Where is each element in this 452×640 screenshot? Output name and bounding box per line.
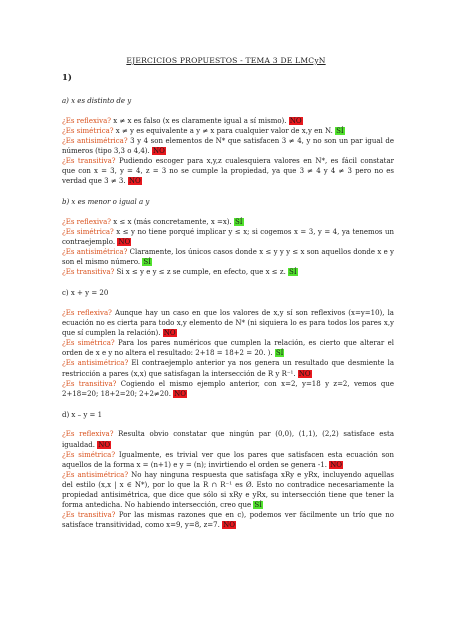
part-c-line-3 bbox=[62, 358, 394, 378]
question-label: ¿Es simétrica? bbox=[62, 227, 114, 236]
question-label: ¿Es transitiva? bbox=[62, 268, 115, 277]
part-a-line-2 bbox=[62, 126, 394, 136]
answer-text: x ≤ x (más concretamente, x =x). bbox=[111, 217, 234, 226]
part-b-line-2 bbox=[62, 227, 394, 247]
answer-badge-no: NO bbox=[174, 389, 187, 398]
document-title: EJERCICIOS PROPUESTOS - TEMA 3 DE LMCyN bbox=[126, 56, 326, 65]
part-c-line-1 bbox=[62, 308, 394, 338]
answer-text: Aunque hay un caso en que los valores de x,y sí son reflexivos (x=y=10), la ecuación no es cierta para todo x,y elemento de N* (ni siquiera lo es para todos los pares x,y que sí cumplen la relación). bbox=[62, 309, 394, 338]
answer-badge-no: NO bbox=[298, 369, 311, 378]
answer-text: x ≤ y no tiene porqué implicar y ≤ x; si cogemos x = 3, y = 4, ya tenemos un contraejemplo. bbox=[62, 227, 394, 247]
answer-badge-no: NO bbox=[289, 116, 302, 125]
answer-badge-no: NO bbox=[128, 177, 141, 186]
answer-text: Si x ≤ y e y ≤ z se cumple, en efecto, que x ≤ z. bbox=[114, 268, 289, 277]
answer-badge-no: NO bbox=[330, 460, 343, 469]
part-b-line-1 bbox=[62, 217, 394, 227]
question-label: ¿Es antisimétrica? bbox=[62, 470, 129, 479]
answer-text: Pudiendo escoger para x,y,z cualesquiera valores en N*, es fácil constatar que con x = 3, y = 4, z = 3 no se cumple la propiedad, ya que 3 ≠ 4 y 4 ≠ 3 pero no es verdad que 3 ≠ 3. bbox=[62, 156, 394, 186]
part-d-line-2 bbox=[62, 450, 394, 470]
question-label: ¿Es simétrica? bbox=[62, 126, 114, 135]
answer-text: Cogiendo el mismo ejemplo anterior, con x=2, y=18 y z=2, vemos que 2+18=20; 18+2=20; 2+2≠20. bbox=[62, 379, 394, 398]
answer-text: No hay ninguna respuesta que satisfaga xRy e yRx, incluyendo aquellas del estilo (x,x | x ∈ N*), por lo que la R ∩ R⁻¹ es Ø. Esto no contradice necesariamente la propiedad antisimétrica, que dice que sólo si xRy e yRx, su intersección tiene que tener la forma antedicha. No habiendo intersección, creo que bbox=[62, 470, 395, 510]
question-label: ¿Es reflexiva? bbox=[62, 217, 112, 226]
part-b-line-3 bbox=[62, 247, 394, 267]
answer-badge-si: SÍ bbox=[336, 126, 344, 135]
answer-badge-si: SÍ bbox=[143, 258, 151, 267]
answer-text: x ≠ x es falso (x es claramente igual a sí mismo). bbox=[111, 116, 289, 125]
answer-text: x ≠ y es equivalente a y ≠ x para cualquier valor de x,y en N. bbox=[113, 126, 336, 135]
answer-text: Para los pares numéricos que cumplen la relación, es cierto que alterar el orden de x e y no altera el resultado: 2+18 = 18+2 = 20. ). bbox=[62, 339, 394, 358]
question-label: ¿Es reflexiva? bbox=[62, 430, 114, 439]
question-label: ¿Es antisimétrica? bbox=[62, 359, 129, 368]
answer-badge-si: SÍ bbox=[234, 217, 243, 226]
answer-badge-no: NO bbox=[223, 521, 235, 530]
answer-badge-si: SÍ bbox=[275, 349, 284, 358]
question-label: ¿Es antisimétrica? bbox=[62, 248, 128, 257]
answer-badge-si: SÍ bbox=[254, 501, 262, 510]
part-d-line-1 bbox=[62, 429, 394, 449]
part-a-line-4 bbox=[62, 156, 394, 186]
question-label: ¿Es transitiva? bbox=[62, 511, 116, 520]
question-label: ¿Es antisimétrica? bbox=[62, 136, 128, 145]
answer-text: El contraejemplo anterior ya nos genera un resultado que desmiente la restricción a pares (x,x) que satisfagan la intersección de R y R⁻¹. bbox=[62, 359, 394, 378]
answer-badge-no: NO bbox=[153, 146, 165, 155]
answer-badge-si: SÍ bbox=[289, 268, 297, 277]
section-number: 1) bbox=[62, 73, 72, 83]
part-c-heading: c) x + y = 20 bbox=[62, 289, 109, 298]
answer-badge-no: NO bbox=[98, 440, 111, 449]
part-b-line-4 bbox=[62, 267, 394, 277]
document-body bbox=[62, 96, 394, 530]
part-a-line-3 bbox=[62, 136, 394, 156]
answer-text: Por las mismas razones que en c), podemos ver fácilmente un trío que no satisface transitividad, como x=9, y=8, z=7. bbox=[62, 511, 394, 530]
part-b-heading: b) x es menor o igual a y bbox=[62, 198, 150, 207]
question-label: ¿Es simétrica? bbox=[62, 450, 116, 459]
question-label: ¿Es reflexiva? bbox=[62, 309, 112, 317]
answer-badge-no: NO bbox=[118, 238, 131, 247]
answer-text: Igualmente, es trivial ver que los pares que satisfacen esta ecuación son aquellos de la forma x = (n+1) e y = (n); invirtiendo el orden se genera -1. bbox=[62, 450, 394, 469]
part-a-line-1 bbox=[62, 116, 394, 126]
answer-badge-no: NO bbox=[163, 329, 176, 338]
question-label: ¿Es simétrica? bbox=[62, 339, 115, 348]
answer-text: Resulta obvio constatar que ningún par (0,0), (1,1), (2,2) satisface esta igualdad. bbox=[62, 430, 394, 449]
part-d-line-4 bbox=[62, 510, 394, 530]
question-label: ¿Es reflexiva? bbox=[62, 116, 112, 125]
question-label: ¿Es transitiva? bbox=[62, 379, 117, 388]
part-d-heading: d) x – y = 1 bbox=[62, 410, 103, 419]
part-a-heading: a) x es distinto de y bbox=[62, 97, 132, 105]
part-c-line-2 bbox=[62, 338, 394, 358]
part-d-line-3 bbox=[62, 470, 394, 510]
answer-text: Claramente, los únicos casos donde x ≤ y y y ≤ x son aquellos donde x e y son el mismo número. bbox=[62, 248, 394, 267]
part-c-line-4 bbox=[62, 379, 394, 399]
answer-text: 3 y 4 son elementos de N* que satisfacen 3 ≠ 4, y no son un par igual de números (tipo 3,3 o 4,4). bbox=[62, 136, 394, 155]
question-label: ¿Es transitiva? bbox=[62, 156, 116, 165]
